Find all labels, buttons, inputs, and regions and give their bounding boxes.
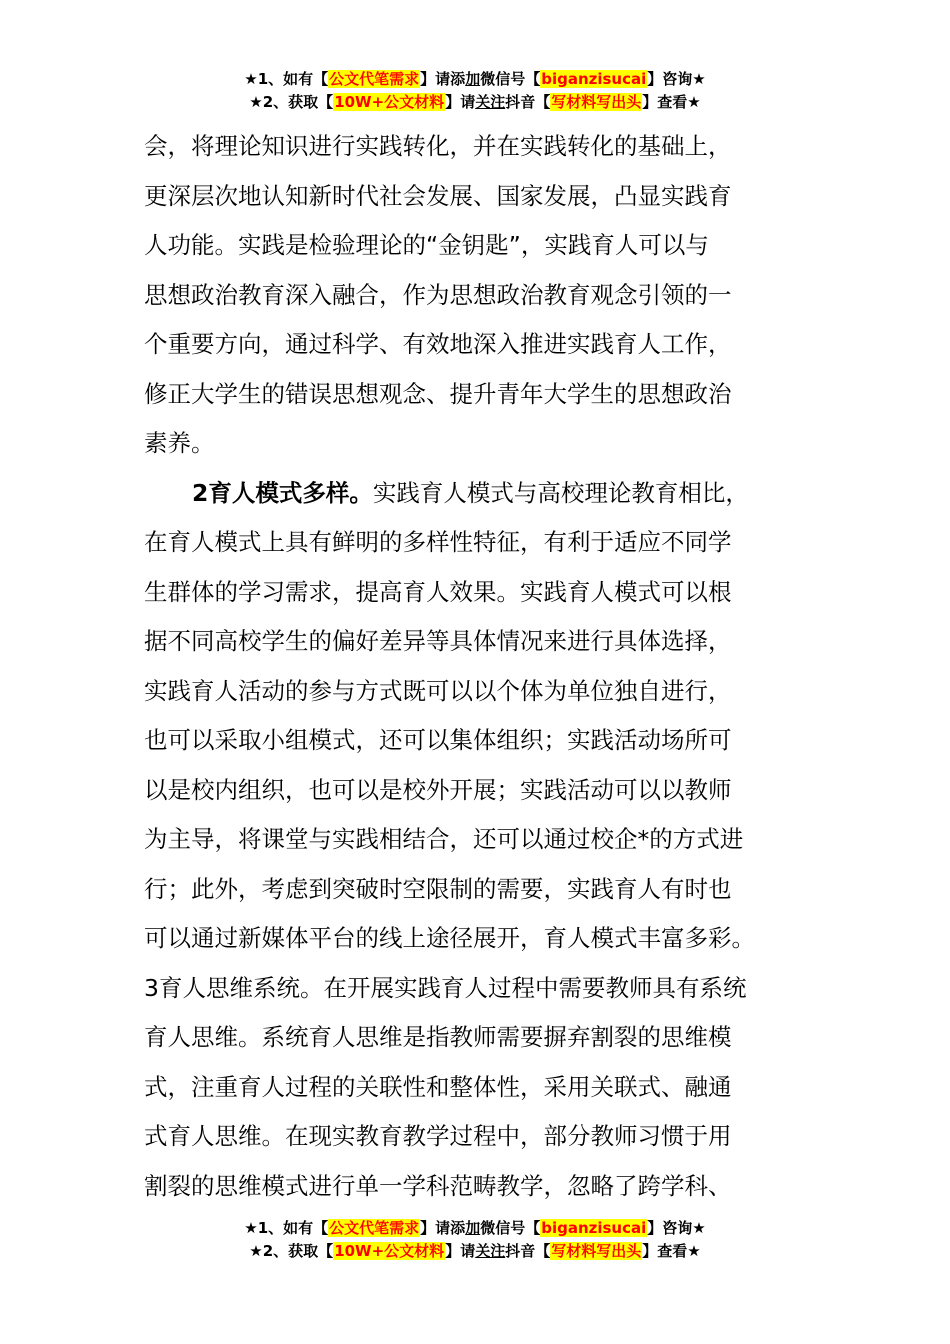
body-line: 为主导，将课堂与实践相结合，还可以通过校企*的方式进: [144, 825, 744, 853]
body-line: 在育人模式上具有鲜明的多样性特征，有利于适应不同学: [144, 528, 732, 556]
body-line: 式育人思维。在现实教育教学过程中，部分教师习惯于用: [144, 1122, 732, 1150]
banner-highlight: 公文代笔需求: [329, 1219, 420, 1237]
banner-line-1: [0, 1217, 950, 1240]
body-line: 3育人思维系统。在开展实践育人过程中需要教师具有系统: [144, 973, 747, 1002]
body-line: 修正大学生的错误思想观念、提升青年大学生的思想政治: [144, 379, 732, 408]
body-line: 也可以采取小组模式，还可以集体组织；实践活动场所可: [144, 726, 732, 754]
body-line: 据不同高校学生的偏好差异等具体情况来进行具体选择，: [144, 627, 732, 655]
body-line: 个重要方向，通过科学、有效地深入推进实践育人工作，: [144, 330, 732, 358]
banner-line-2: [0, 1240, 950, 1263]
body-line: 实践育人活动的参与方式既可以以个体为单位独自进行，: [144, 676, 732, 705]
paragraph-2-first-line: [144, 469, 810, 519]
banner-highlight: 公文代笔需求: [329, 70, 420, 88]
banner-text: 抖音【: [505, 1242, 551, 1260]
banner-underlined-text: 加: [465, 70, 481, 88]
banner-highlight: biganzisucai: [541, 70, 647, 88]
footer-banner: [0, 1217, 950, 1263]
body-line: 育人思维。系统育人思维是指教师需要摒弃割裂的思维模: [144, 1023, 732, 1051]
banner-text: 】请: [445, 1242, 476, 1260]
body-line: 素养。: [144, 429, 215, 457]
banner-text: 抖音【: [505, 93, 551, 111]
banner-text: 】查看★: [642, 93, 701, 111]
section-heading: 2育人模式多样。: [192, 478, 373, 507]
body-line: 式，注重育人过程的关联性和整体性，采用关联式、融通: [144, 1072, 732, 1101]
banner-highlight: 10W+公文材料: [334, 1242, 445, 1260]
body-line: 更深层次地认知新时代社会发展、国家发展，凸显实践育: [144, 181, 732, 210]
body-line: 以是校内组织，也可以是校外开展；实践活动可以以教师: [144, 775, 732, 804]
banner-highlight: 写材料写出头: [551, 93, 642, 111]
banner-underlined-text: 关注: [475, 93, 506, 111]
banner-text: 】查看★: [642, 1242, 701, 1260]
body-line: 人功能。实践是检验理论的“金钥匙”，实践育人可以与: [144, 231, 709, 259]
body-line: 会，将理论知识进行实践转化，并在实践转化的基础上，: [144, 132, 732, 160]
banner-highlight: 写材料写出头: [551, 1242, 642, 1260]
header-banner: [0, 68, 950, 114]
body-line: 割裂的思维模式进行单一学科范畴教学，忽略了跨学科、: [144, 1171, 732, 1200]
body-line: 思想政治教育深入融合，作为思想政治教育观念引领的一: [144, 280, 732, 309]
body-line: 行；此外，考虑到突破时空限制的需要，实践育人有时也: [144, 874, 732, 903]
body-text: 实践育人模式与高校理论教育相比，: [372, 478, 749, 507]
banner-text: 微信号【: [480, 1219, 541, 1237]
body-line: 可以通过新媒体平台的线上途径展开，育人模式丰富多彩。: [144, 924, 755, 952]
banner-underlined-text: 加: [465, 1219, 481, 1237]
banner-text: ★2、获取【: [249, 1242, 334, 1260]
banner-text: 】请: [445, 93, 476, 111]
banner-highlight: biganzisucai: [541, 1219, 647, 1237]
banner-text: 】咨询★: [647, 70, 706, 88]
body-line: 生群体的学习需求，提高育人效果。实践育人模式可以根: [144, 577, 732, 606]
document-body: [144, 122, 810, 1211]
banner-highlight: 10W+公文材料: [334, 93, 445, 111]
banner-text: 】请添: [420, 1219, 466, 1237]
banner-text: ★1、如有【: [244, 1219, 329, 1237]
banner-text: 微信号【: [480, 70, 541, 88]
banner-underlined-text: 关注: [475, 1242, 506, 1260]
banner-line-2: [0, 91, 950, 114]
banner-text: 】咨询★: [647, 1219, 706, 1237]
banner-line-1: [0, 68, 950, 91]
banner-text: ★2、获取【: [249, 93, 334, 111]
banner-text: ★1、如有【: [244, 70, 329, 88]
banner-text: 】请添: [420, 70, 466, 88]
